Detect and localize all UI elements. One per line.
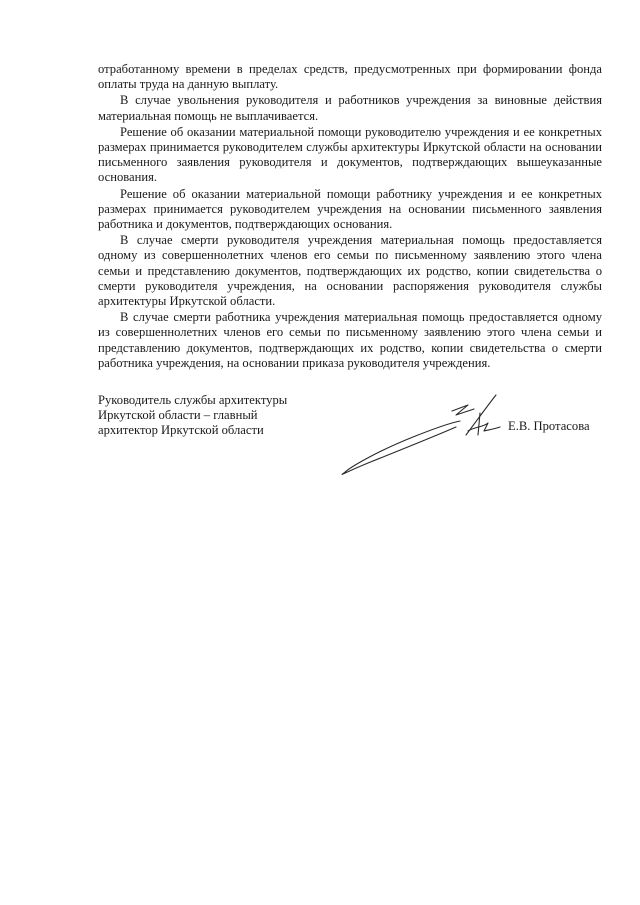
document-body <box>98 62 602 372</box>
paragraph-2: В случае увольнения руководителя и работников учреждения за виновные действия материальная помощь не выплачивается. <box>98 93 602 123</box>
signer-position-line-3: архитектор Иркутской области <box>98 423 264 438</box>
paragraph-4: Решение об оказании материальной помощи работнику учреждения и ее конкретных размерах принимается руководителем учреждения на основании письменного заявления работника и документов, подтверждающих основания. <box>98 186 602 232</box>
signature-block <box>98 393 602 483</box>
signer-position-line-1: Руководитель службы архитектуры <box>98 393 288 407</box>
paragraph-3: Решение об оказании материальной помощи руководителю учреждения и ее конкретных размерах принимается руководителем службы архитектуры Иркутской области на основании письменного заявления руководителя и документов, подтверждающих вышеуказанные основания. <box>98 124 602 185</box>
paragraph-6: В случае смерти работника учреждения материальная помощь предоставляется одному из совершеннолетних членов его семьи по письменному заявлению этого члена семьи и представлению документов, подтверждающих их родство, копии свидетельства о смерти работника учреждения, на основании приказа руководителя учреждения. <box>98 310 602 370</box>
paragraph-5: В случае смерти руководителя учреждения материальная помощь предоставляется одному из совершеннолетних членов его семьи по письменному заявлению этого члена семьи и представлению документов, подтверждающих их родство, копии свидетельства о смерти руководителя учреждения, на основании распоряжения руководителя службы архитектуры Иркутской области. <box>98 233 602 309</box>
signer-name: Е.В. Протасова <box>508 419 590 433</box>
signer-position <box>98 393 338 439</box>
signer-position-line-2: Иркутской области – главный <box>98 408 258 423</box>
handwritten-signature-icon <box>338 393 508 483</box>
paragraph-1: отработанному времени в пределах средств, предусмотренных при формировании фонда оплаты труда на данную выплату. <box>98 62 602 92</box>
